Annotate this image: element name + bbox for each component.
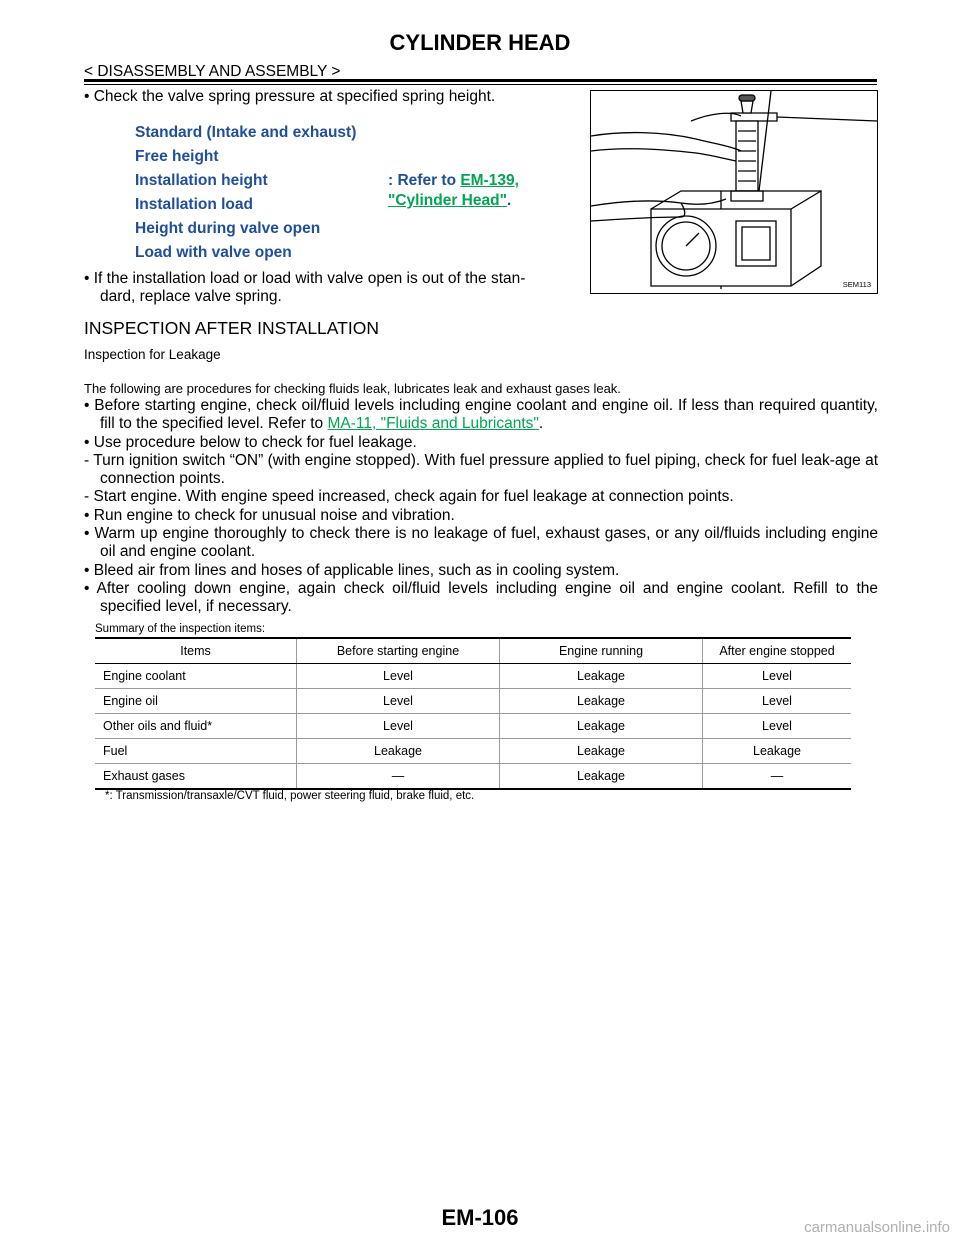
table-cell: Engine oil xyxy=(95,689,297,714)
spring-tester-illustration xyxy=(591,91,877,293)
table-cell: — xyxy=(703,764,852,790)
procedure-item: • Bleed air from lines and hoses of applicable lines, such as in cooling system. xyxy=(84,561,620,579)
column-header: Items xyxy=(95,638,297,664)
table-cell: Leakage xyxy=(500,739,703,764)
ref-link-em139[interactable]: EM-139, xyxy=(460,172,519,189)
table-cell: Level xyxy=(297,689,500,714)
page-number: EM-106 xyxy=(441,1205,519,1230)
table-cell: Other oils and fluid* xyxy=(95,714,297,739)
column-header: After engine stopped xyxy=(703,638,852,664)
table-cell: Leakage xyxy=(500,764,703,790)
spec-reference xyxy=(388,171,519,211)
spec-line-standard: Standard (Intake and exhaust) xyxy=(135,124,357,141)
summary-label: Summary of the inspection items: xyxy=(95,623,266,635)
table-cell: Leakage xyxy=(297,739,500,764)
table-cell: Leakage xyxy=(703,739,852,764)
procedure-item: • Before starting engine, check oil/fluid levels including engine coolant and engine oil. If less than required quantity, fill to the specified level. Refer to MA-11, "Fluids and Lubricants". xyxy=(84,397,878,433)
table-cell: Leakage xyxy=(500,714,703,739)
procedure-item: - Turn ignition switch “ON” (with engine stopped). With fuel pressure applied to fuel piping, check for fuel leak-age at connection points. xyxy=(84,451,879,488)
table-cell: Engine coolant xyxy=(95,664,297,689)
section-heading: INSPECTION AFTER INSTALLATION xyxy=(84,318,379,338)
procedure-list xyxy=(84,397,878,617)
ref-suffix: . xyxy=(506,192,512,209)
spec-line-free-height: Free height xyxy=(135,148,219,165)
spring-check-text: Check the valve spring pressure at specified spring height. xyxy=(93,88,496,105)
table-header-row xyxy=(95,638,851,664)
replace-spring-bullet: • If the installation load or load with valve open is out of the stan- dard, replace valve spring. xyxy=(84,270,526,305)
replace-spring-text-2: dard, replace valve spring. xyxy=(100,288,282,305)
table-cell: Level xyxy=(703,664,852,689)
column-header: Before starting engine xyxy=(297,638,500,664)
table-cell: Level xyxy=(297,714,500,739)
spring-tester-figure xyxy=(590,90,878,294)
section-subheading: Inspection for Leakage xyxy=(84,347,221,362)
procedure-item: • Run engine to check for unusual noise and vibration. xyxy=(84,506,455,524)
inspection-summary-table xyxy=(95,637,851,790)
watermark: carmanualsonline.info xyxy=(804,1219,950,1236)
table-row xyxy=(95,739,851,764)
table-cell: Fuel xyxy=(95,739,297,764)
ref-link-ma11[interactable]: MA-11, "Fluids and Lubricants" xyxy=(327,415,539,433)
table-footnote: *: Transmission/transaxle/CVT fluid, power steering fluid, brake fluid, etc. xyxy=(105,790,475,802)
table-cell: — xyxy=(297,764,500,790)
table-cell: Level xyxy=(297,664,500,689)
table-cell: Level xyxy=(703,689,852,714)
breadcrumb: < DISASSEMBLY AND ASSEMBLY > xyxy=(84,63,341,80)
header-rule xyxy=(84,79,877,82)
table-cell: Level xyxy=(703,714,852,739)
spring-check-bullet: • Check the valve spring pressure at specified spring height. xyxy=(84,88,496,105)
header-rule-thin xyxy=(84,84,877,85)
spec-line-installation-height: Installation height xyxy=(135,172,268,189)
ref-prefix: : Refer to xyxy=(388,172,461,189)
replace-spring-text-1: If the installation load or load with valve open is out of the stan- xyxy=(93,270,526,287)
procedure-item: • After cooling down engine, again check oil/fluid levels including engine oil and engine coolant. Refill to the specified level, if necessary. xyxy=(84,579,878,616)
procedure-item: • Use procedure below to check for fuel leakage. xyxy=(84,433,417,451)
table-row xyxy=(95,689,851,714)
page-title: CYLINDER HEAD xyxy=(389,30,571,55)
procedure-item: - Start engine. With engine speed increased, check again for fuel leakage at connection points. xyxy=(84,488,734,506)
table-row xyxy=(95,664,851,689)
table-cell: Leakage xyxy=(500,664,703,689)
table-row xyxy=(95,714,851,739)
table-cell: Exhaust gases xyxy=(95,764,297,790)
column-header: Engine running xyxy=(500,638,703,664)
table-row xyxy=(95,764,851,790)
figure-id: SEM113 xyxy=(842,280,871,289)
spec-line-load-valve-open: Load with valve open xyxy=(135,244,292,261)
spec-line-height-valve-open: Height during valve open xyxy=(135,220,321,237)
procedure-item: • Warm up engine thoroughly to check there is no leakage of fuel, exhaust gases, or any oil/fluids including engine oil and engine coolant. xyxy=(84,525,878,561)
ref-link-cylinder-head[interactable]: "Cylinder Head" xyxy=(388,192,507,209)
table-cell: Leakage xyxy=(500,689,703,714)
section-intro: The following are procedures for checking fluids leak, lubricates leak and exhaust gases leak. xyxy=(84,381,621,396)
spec-line-installation-load: Installation load xyxy=(135,196,253,213)
